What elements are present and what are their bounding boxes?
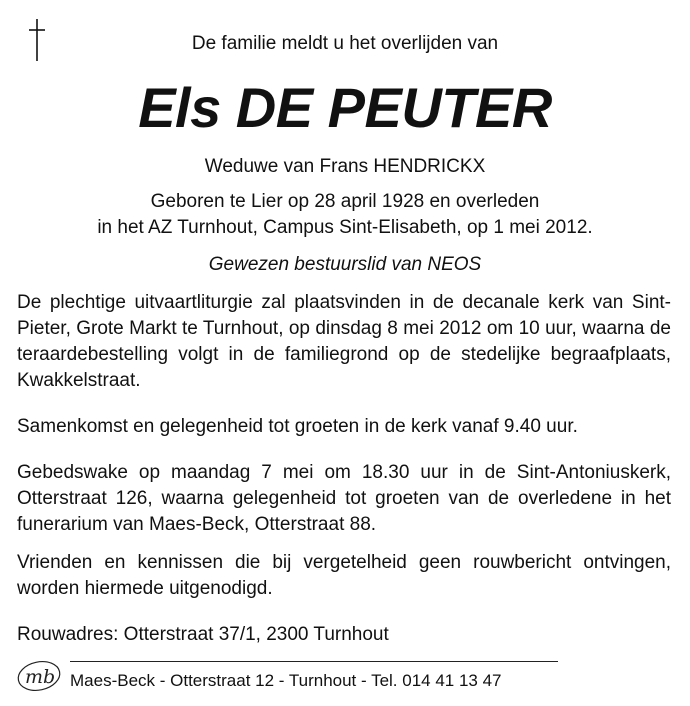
footer-contact: Maes-Beck - Otterstraat 12 - Turnhout - Tel. 014 41 13 47: [70, 671, 502, 690]
prayer-vigil-paragraph: Gebedswake op maandag 7 mei om 18.30 uur in de Sint-Antoniuskerk, Otterstraat 126, waarna gelegenheid tot groeten van de overledene in het funerarium van Maes-Beck, Otterstraat 88.: [17, 462, 671, 535]
logo-text: mb: [25, 666, 56, 688]
intro-line: De familie meldt u het overlijden van: [191, 33, 499, 54]
widow-line: Weduwe van Frans HENDRICKX: [204, 156, 486, 177]
birth-death-line-1: Geboren te Lier op 28 april 1928 en overleden: [150, 191, 540, 212]
former-role-line: Gewezen bestuurslid van NEOS: [208, 254, 482, 275]
birth-death-line-2: in het AZ Turnhout, Campus Sint-Elisabeth, op 1 mei 2012.: [97, 217, 593, 238]
footer-divider: [70, 661, 558, 662]
funeral-home-logo: [15, 658, 65, 694]
deceased-name: Els DE PEUTER: [138, 76, 552, 139]
funeral-liturgy-paragraph: De plechtige uitvaartliturgie zal plaatsvinden in de decanale kerk van Sint-Pieter, Grote Markt te Turnhout, op dinsdag 8 mei 2012 om 10 uur, waarna de teraardebestelling volgt in de familiegrond op de stedelijke begraafplaats, Kwakkelstraat.: [17, 292, 671, 391]
meeting-paragraph: Samenkomst en gelegenheid tot groeten in de kerk vanaf 9.40 uur.: [17, 416, 578, 437]
mourning-address: Rouwadres: Otterstraat 37/1, 2300 Turnhout: [17, 624, 389, 645]
friends-invitation-paragraph: Vrienden en kennissen die bij vergetelheid geen rouwbericht ontvingen, worden hiermede uitgenodigd.: [17, 552, 671, 599]
